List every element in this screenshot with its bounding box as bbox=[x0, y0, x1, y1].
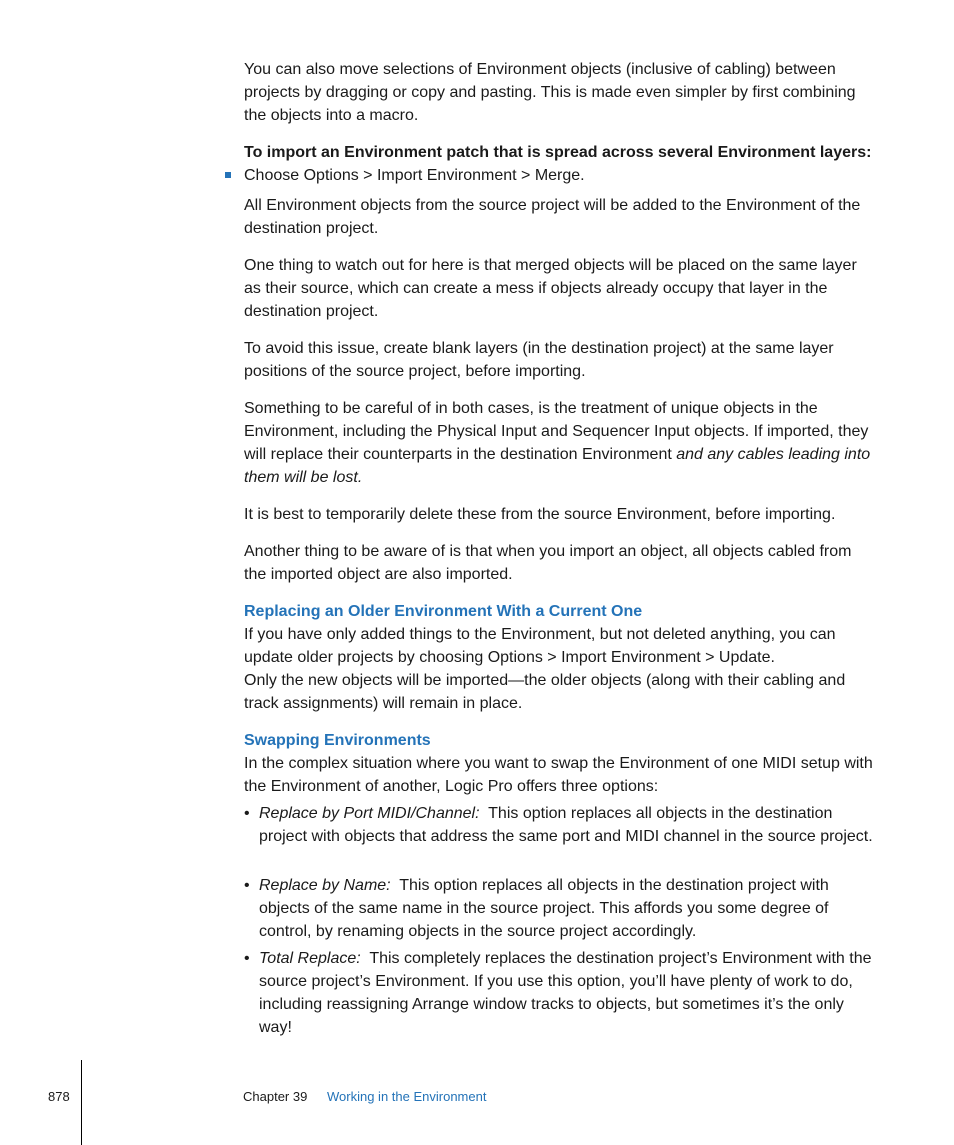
option-term: Replace by Name: bbox=[259, 877, 391, 894]
option-desc: This completely replaces the destination project’s Environment with the source project’s Environment. If you use this option, you’ll have plenty of work to do, including reassigning Arrange window tracks to objects, but sometimes it’s the only way! bbox=[259, 950, 872, 1036]
task-heading: To import an Environment patch that is spread across several Environment layers: bbox=[244, 144, 872, 161]
bullet-icon: • bbox=[244, 950, 250, 967]
list-item bbox=[259, 874, 874, 943]
bullet-icon: • bbox=[244, 877, 250, 894]
option-term: Replace by Port MIDI/Channel: bbox=[259, 805, 480, 822]
body-paragraph bbox=[244, 397, 874, 489]
section-heading: Replacing an Older Environment With a Current One bbox=[244, 603, 643, 620]
body-paragraph: Only the new objects will be imported—the older objects (along with their cabling and track assignments) will remain in place. bbox=[244, 672, 846, 712]
page-number: 878 bbox=[48, 1089, 70, 1104]
footer-divider bbox=[81, 1060, 82, 1145]
option-desc: This option replaces all objects in the destination project with objects that address the same port and MIDI channel in the source project. bbox=[259, 805, 873, 845]
section-heading: Swapping Environments bbox=[244, 732, 431, 749]
paragraph-text: Something to be careful of in both cases, is the treatment of unique objects in the Environment, including the Physical Input and Sequencer Input objects. If imported, they will replace their counterparts in the destination Environment bbox=[244, 400, 869, 463]
body-paragraph: In the complex situation where you want to swap the Environment of one MIDI setup with the Environment of another, Logic Pro offers three options: bbox=[244, 755, 873, 795]
body-paragraph: Another thing to be aware of is that when you import an object, all objects cabled from the imported object are also imported. bbox=[244, 543, 852, 583]
chapter-title: Working in the Environment bbox=[327, 1089, 487, 1104]
chapter-label: Chapter 39 bbox=[243, 1089, 308, 1104]
option-desc: This option replaces all objects in the destination project with objects of the same name in the source project. This affords you some degree of control, by renaming objects in the source project accordingly. bbox=[259, 877, 829, 940]
body-paragraph: You can also move selections of Environment objects (inclusive of cabling) between projects by dragging or copy and pasting. This is made even simpler by first combining the objects into a macro. bbox=[244, 61, 856, 124]
step-item: Choose Options > Import Environment > Merge. bbox=[244, 167, 585, 184]
body-paragraph: One thing to watch out for here is that merged objects will be placed on the same layer as their source, which can create a mess if objects already occupy that layer in the destination project. bbox=[244, 257, 857, 320]
body-paragraph: To avoid this issue, create blank layers (in the destination project) at the same layer positions of the source project, before importing. bbox=[244, 340, 834, 380]
bullet-icon: • bbox=[244, 805, 250, 822]
square-bullet-icon bbox=[225, 172, 231, 178]
body-paragraph: All Environment objects from the source project will be added to the Environment of the destination project. bbox=[244, 197, 861, 237]
body-paragraph: It is best to temporarily delete these from the source Environment, before importing. bbox=[244, 506, 836, 523]
paragraph-italic-text: and any cables leading into them will be lost. bbox=[244, 446, 871, 486]
option-term: Total Replace: bbox=[259, 950, 361, 967]
list-item bbox=[259, 947, 874, 1039]
list-item bbox=[259, 802, 874, 848]
body-paragraph: If you have only added things to the Environment, but not deleted anything, you can update older projects by choosing Options > Import Environment > Update. bbox=[244, 626, 836, 666]
